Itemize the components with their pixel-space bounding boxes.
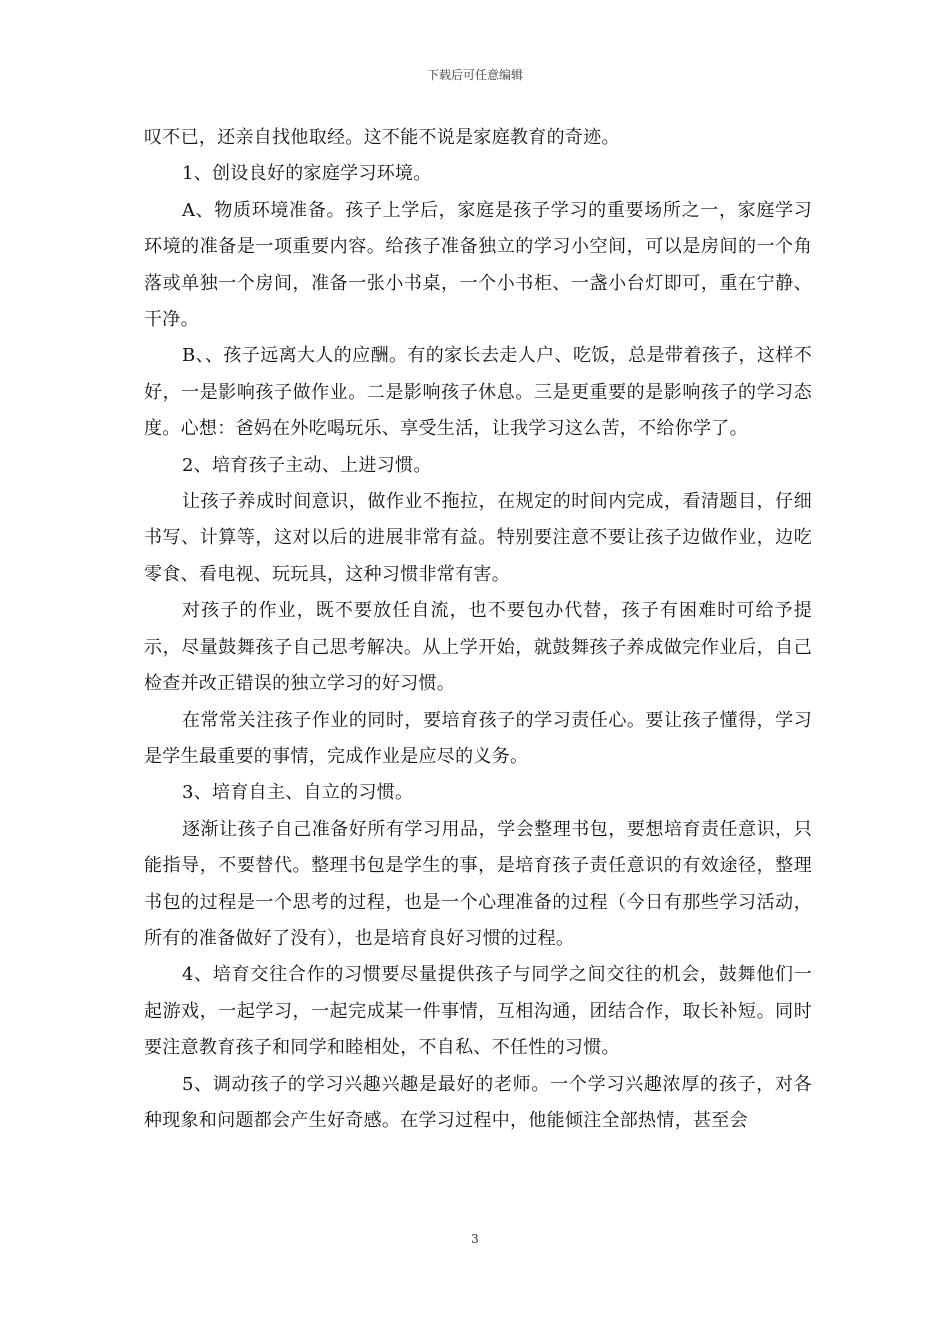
page-number: 3 (471, 1232, 479, 1246)
paragraph: 在常常关注孩子作业的同时，要培育孩子的学习责任心。要让孩子懂得，学习是学生最重要的事情，完成作业是应尽的义务。 (144, 709, 812, 767)
section-heading: 2、培育孩子主动、上进习惯。 (182, 454, 432, 476)
paragraph: A、物质环境准备。孩子上学后，家庭是孩子学习的重要场所之一，家庭学习环境的准备是一项重要内容。给孩子准备独立的学习小空间，可以是房间的一个角落或单独一个房间，准备一张小书桌，一个小书柜、一盏小台灯即可，重在宁静、干净。 (144, 199, 812, 331)
paragraph: 让孩子养成时间意识，做作业不拖拉，在规定的时间内完成，看清题目，仔细书写、计算等，这对以后的进展非常有益。特别要注意不要让孩子边做作业，边吃零食、看电视、玩玩具，这种习惯非常有害。 (144, 491, 812, 585)
body-text (144, 120, 812, 1139)
section-heading: 1、创设良好的家庭学习环境。 (182, 163, 432, 185)
paragraph: 4、培育交往合作的习惯要尽量提供孩子与同学之间交往的机会，鼓舞他们一起游戏，一起学习，一起完成某一件事情，互相沟通，团结合作，取长补短。同时要注意教育孩子和同学和睦相处，不自私、不任性的习惯。 (144, 964, 812, 1059)
paragraph: 5、调动孩子的学习兴趣兴趣是最好的老师。一个学习兴趣浓厚的孩子，对各种现象和问题都会产生好奇感。在学习过程中，他能倾注全部热情，甚至会 (144, 1073, 812, 1131)
paragraph: B、、孩子远离大人的应酬。有的家长去走人户、吃饭，总是带着孩子，这样不好，一是影响孩子做作业。二是影响孩子休息。三是更重要的是影响孩子的学习态度。心想：爸妈在外吃喝玩乐、享受生活，让我学习这么苦，不给你学了。 (144, 345, 812, 440)
paragraph: 叹不已，还亲自找他取经。这不能不说是家庭教育的奇迹。 (144, 127, 620, 148)
paragraph: 逐渐让孩子自己准备好所有学习用品，学会整理书包，要想培育责任意识，只能指导，不要替代。整理书包是学生的事，是培育孩子责任意识的有效途径，整理书包的过程是一个思考的过程，也是一个心理准备的过程（今日有那些学习活动，所有的准备做好了没有），也是培育良好习惯的过程。 (144, 818, 812, 949)
paragraph: 对孩子的作业，既不要放任自流，也不要包办代替，孩子有困难时可给予提示，尽量鼓舞孩子自己思考解决。从上学开始，就鼓舞孩子养成做完作业后，自己检查并改正错误的独立学习的好习惯。 (144, 600, 812, 695)
page-header: 下载后可任意编辑 (426, 68, 523, 82)
section-heading: 3、培育自主、自立的习惯。 (182, 782, 414, 804)
